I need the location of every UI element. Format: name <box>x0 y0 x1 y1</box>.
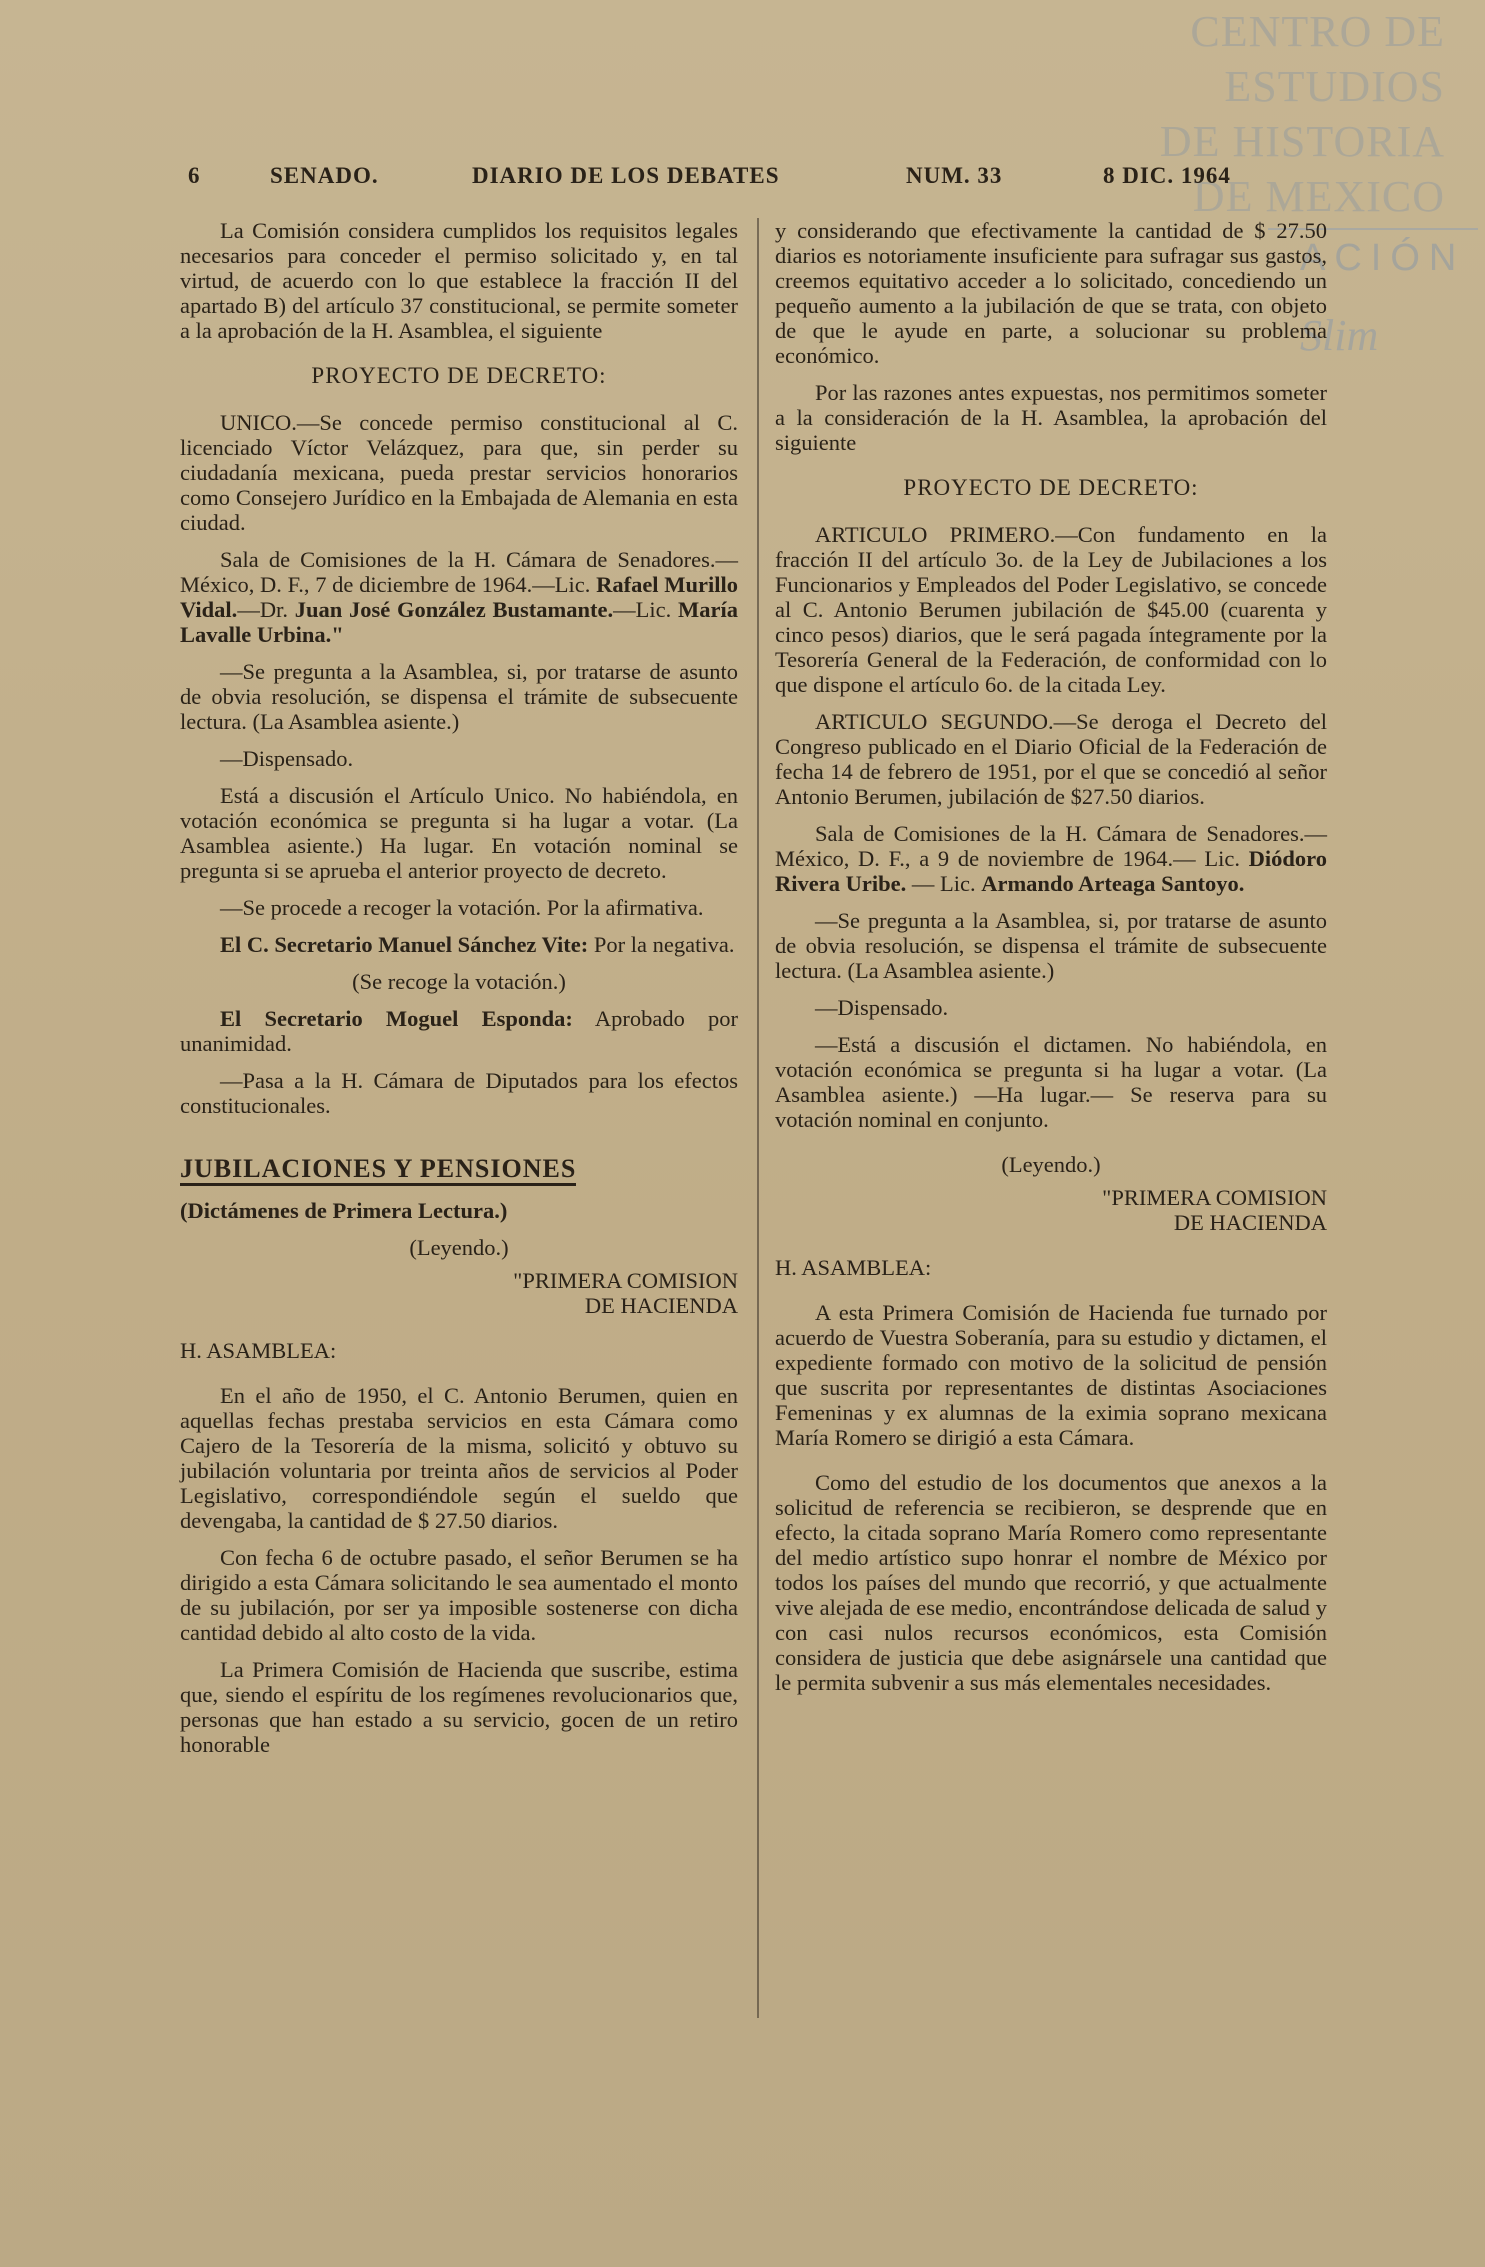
paragraph: ARTICULO PRIMERO.—Con fundamento en la fracción II del artículo 3o. de la Ley de Jubilaciones a los Funcionarios y Empleados del Poder Legislativo, se concede al C. Antonio Berumen jubilación de $45.00 (cuarenta y cinco pesos) diarios, que le será pagada íntegramente por la Tesorería General de la Federación, de conformidad con lo que dispone el artículo 6o. de la citada Ley. <box>775 522 1327 697</box>
commission-name: "PRIMERA COMISION <box>1102 1185 1327 1210</box>
reading-note: (Leyendo.) <box>409 1235 509 1260</box>
page-header <box>0 163 1485 195</box>
paragraph: ARTICULO SEGUNDO.—Se deroga el Decreto del Congreso publicado en el Diario Oficial de la Federación de fecha 14 de febrero de 1951, por el que se concedió al señor Antonio Berumen, jubilación de $27.50 diarios. <box>775 709 1327 809</box>
signatory-name: Armando Arteaga Santoyo. <box>981 871 1245 896</box>
watermark-line: ESTUDIOS <box>1224 62 1445 111</box>
text-span: Por la negativa. <box>588 932 735 957</box>
text-span: Sala de Comisiones de la H. Cámara de Senadores.—México, D. F., 7 de diciembre de 1964.—Lic. <box>180 547 738 597</box>
paragraph: —Se procede a recoger la votación. Por la afirmativa. <box>220 895 704 920</box>
section-title-wrapper <box>180 1130 738 1186</box>
paragraph: UNICO.—Se concede permiso constitucional al C. licenciado Víctor Velázquez, para que, sin perder su ciudadanía mexicana, pueda prestar servicios honorarios como Consejero Jurídico en la Embajada de Alemania en esta ciudad. <box>180 410 738 535</box>
reading-note: (Leyendo.) <box>1001 1152 1101 1177</box>
paragraph: A esta Primera Comisión de Hacienda fue turnado por acuerdo de Vuestra Soberanía, para su estudio y dictamen, el expediente formado con motivo de la solicitud de pensión que suscrita por representantes de distintas Asociaciones Femeninas y ex alumnas de la eximia soprano mexicana María Romero se dirigió a esta Cámara. <box>775 1300 1327 1450</box>
text-span: Aprobado por unanimidad. <box>180 1006 738 1056</box>
watermark-line: DE HISTORIA <box>1159 117 1445 166</box>
paragraph: En el año de 1950, el C. Antonio Berumen, quien en aquellas fechas prestaba servicios en esta Cámara como Cajero de la Tesorería de la misma, solicitó y obtuvo su jubilación voluntaria por treinta años de servicios al Poder Legislativo, correspondiéndole según el sueldo que devengaba, la cantidad de $ 27.50 diarios. <box>180 1383 738 1533</box>
salutation: H. ASAMBLEA: <box>180 1338 337 1363</box>
chamber-name: SENADO. <box>270 163 379 188</box>
paragraph: —Pasa a la H. Cámara de Diputados para los efectos constitucionales. <box>180 1068 738 1118</box>
commission-name: "PRIMERA COMISION <box>513 1268 738 1293</box>
watermark-line: DE MEXICO <box>1192 172 1445 221</box>
signatory-name: Juan José González Bustamante. <box>294 597 614 622</box>
right-column <box>775 218 1327 1695</box>
secretary-statement <box>180 1006 738 1056</box>
speaker-name: El C. Secretario Manuel Sánchez Vite: <box>220 932 589 957</box>
column-divider <box>757 218 759 2018</box>
paragraph: Por las razones antes expuestas, nos permitimos someter a la consideración de la H. Asamblea, la aprobación del siguiente <box>775 380 1327 455</box>
text-span: —Lic. <box>613 597 679 622</box>
issue-number: NUM. 33 <box>906 163 1003 188</box>
speaker-name: El Secretario Moguel Esponda: <box>220 1006 573 1031</box>
secretary-statement <box>180 932 738 957</box>
issue-date: 8 DIC. 1964 <box>1103 163 1231 188</box>
section-title: JUBILACIONES Y PENSIONES <box>180 1156 576 1186</box>
left-column <box>180 218 738 1757</box>
spacer <box>775 1177 1327 1185</box>
text-span: — Lic. <box>906 871 982 896</box>
paragraph: La Comisión considera cumplidos los requisitos legales necesarios para conceder el permiso solicitado y, en tal virtud, de acuerdo con lo que establece la fracción II del apartado B) del artículo 37 constitucional, se permite someter a la aprobación de la H. Asamblea, el siguiente <box>180 218 738 343</box>
commission-name: DE HACIENDA <box>584 1293 738 1318</box>
paragraph: —Dispensado. <box>220 746 354 771</box>
spacer <box>180 1260 738 1268</box>
watermark-signature: Slim <box>1300 311 1379 360</box>
page-number: 6 <box>188 163 201 188</box>
decree-heading: PROYECTO DE DECRETO: <box>311 363 607 388</box>
publication-title: DIARIO DE LOS DEBATES <box>472 163 780 188</box>
salutation: H. ASAMBLEA: <box>775 1255 932 1280</box>
paragraph: —Se pregunta a la Asamblea, si, por tratarse de asunto de obvia resolución, se dispensa el trámite de subsecuente lectura. (La Asamblea asiente.) <box>775 908 1327 983</box>
paragraph: Está a discusión el Artículo Unico. No habiéndola, en votación económica se pregunta si ha lugar a votar. (La Asamblea asiente.) Ha lugar. En votación nominal se pregunta si se aprueba el anterior proyecto de decreto. <box>180 783 738 883</box>
section-subtitle: (Dictámenes de Primera Lectura.) <box>180 1198 508 1223</box>
watermark-fund-text: ACIÓN <box>1300 237 1466 279</box>
signature-paragraph <box>775 821 1327 896</box>
signatory-name: Rafael Murillo Vidal. <box>180 572 738 622</box>
text-span: —Dr. <box>237 597 295 622</box>
commission-name: DE HACIENDA <box>1173 1210 1327 1235</box>
text-span: Sala de Comisiones de la H. Cámara de Senadores.—México, D. F., a 9 de noviembre de 1964.— Lic. <box>775 821 1327 871</box>
paragraph: —Se pregunta a la Asamblea, si, por tratarse de asunto de obvia resolución, se dispensa el trámite de subsecuente lectura. (La Asamblea asiente.) <box>180 659 738 734</box>
paragraph: —Dispensado. <box>815 995 949 1020</box>
paragraph: y considerando que efectivamente la cantidad de $ 27.50 diarios es notoriamente insuficiente para sufragar sus gastos, creemos equitativo acceder a lo solicitado, concediendo un pequeño aumento a la jubilación de que se trata, con objeto de que le ayude en parte, a solucionar su problema económico. <box>775 218 1327 368</box>
stage-direction: (Se recoge la votación.) <box>352 969 566 994</box>
paragraph: —Está a discusión el dictamen. No habiéndola, en votación económica se pregunta si ha lugar a votar. (La Asamblea asiente.) —Ha lugar.— Se reserva para su votación nominal en conjunto. <box>775 1032 1327 1132</box>
signatory-name: Diódoro Rivera Uribe. <box>775 846 1327 896</box>
paragraph: Con fecha 6 de octubre pasado, el señor Berumen se ha dirigido a esta Cámara solicitando le sea aumentado el monto de su jubilación, por ser ya imposible sostenerse con dicha cantidad debido al alto costo de la vida. <box>180 1545 738 1645</box>
decree-heading: PROYECTO DE DECRETO: <box>903 475 1199 500</box>
watermark-line: CENTRO DE <box>1190 7 1445 56</box>
signature-paragraph <box>180 547 738 647</box>
signatory-name: María Lavalle Urbina." <box>180 597 739 647</box>
paragraph: Como del estudio de los documentos que anexos a la solicitud de referencia se recibieron, se desprende que en efecto, la citada soprano María Romero como representante del medio artístico supo honrar el nombre de México por todos los países del mundo que recorrió, y que actualmente vive alejada de ese medio, encontrándose delicada de salud y con casi nulos recursos económicos, esta Comisión considera de justicia que debe asignársele una cantidad que le permita subvenir a sus más elementales necesidades. <box>775 1470 1327 1695</box>
paragraph: La Primera Comisión de Hacienda que suscribe, estima que, siendo el espíritu de los regímenes revolucionarios que, personas que han estado a su servicio, gocen de un retiro honorable <box>180 1657 738 1757</box>
